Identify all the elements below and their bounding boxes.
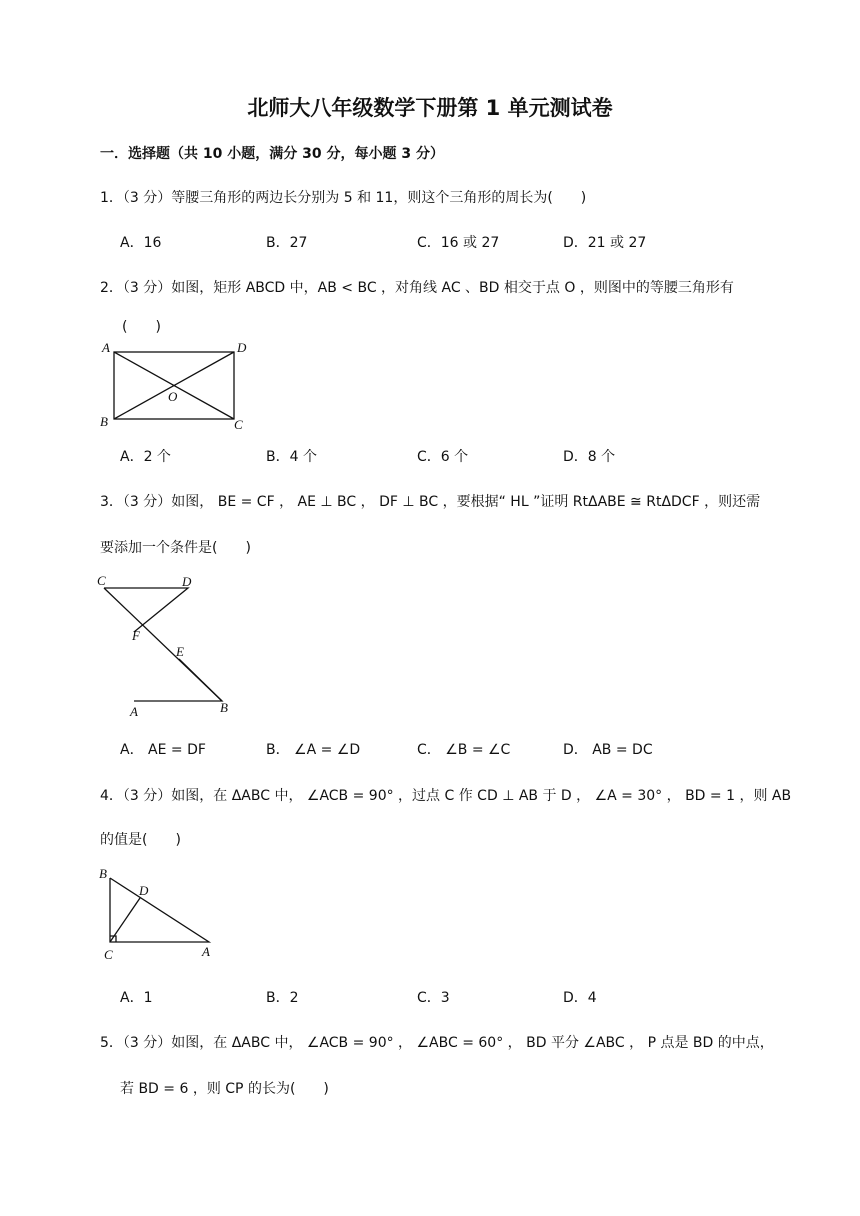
question-2-option-b: B．4 个	[266, 449, 317, 465]
fig3-label-b: B	[220, 700, 228, 715]
fig2-label-o: O	[168, 389, 178, 404]
question-4-text: 4．（3 分）如图，在 ΔABC 中， ∠ACB = 90° ，过点 C 作 CD ⊥ AB 于 D ， ∠A = 30° ， BD = 1 ，则 AB	[100, 788, 792, 804]
question-4-option-b: B．2	[266, 990, 299, 1006]
fig4-label-a: A	[202, 944, 210, 959]
question-2-text: 2．（3 分）如图，矩形 ABCD 中，AB < BC ，对角线 AC 、BD 相交于点 O ，则图中的等腰三角形有	[100, 280, 734, 296]
question-4-figure	[96, 864, 226, 964]
fig2-label-a: A	[102, 340, 110, 355]
question-4-continuation: 的值是( )	[100, 832, 181, 848]
fig3-label-f: F	[132, 628, 140, 643]
question-3-continuation: 要添加一个条件是( )	[100, 540, 251, 556]
question-3-text: 3．（3 分）如图， BE = CF ， AE ⊥ BC ， DF ⊥ BC ，要根据“ HL ”证明 RtΔABE ≅ RtΔDCF ，则还需	[100, 494, 761, 510]
fig4-label-d: D	[139, 883, 149, 898]
question-4-option-c: C．3	[417, 990, 450, 1006]
question-2-option-a: A．2 个	[120, 449, 171, 465]
question-4-option-d: D．4	[563, 990, 597, 1006]
question-1-text: 1．（3 分）等腰三角形的两边长分别为 5 和 11，则这个三角形的周长为( )	[100, 190, 587, 206]
question-4-option-a: A．1	[120, 990, 153, 1006]
section-heading: 一．选择题（共 10 小题，满分 30 分，每小题 3 分）	[100, 146, 444, 162]
question-5-text: 5．（3 分）如图，在 ΔABC 中， ∠ACB = 90° ， ∠ABC = 60° ， BD 平分 ∠ABC ， P 点是 BD 的中点，	[100, 1035, 774, 1051]
question-2-blank: ( )	[122, 319, 161, 335]
fig2-label-d: D	[237, 340, 247, 355]
fig2-label-c: C	[234, 417, 243, 432]
question-1-option-d: D．21 或 27	[563, 235, 647, 251]
question-2-figure	[98, 338, 258, 434]
fig3-label-d: D	[182, 574, 192, 589]
question-3-option-a: A． AE = DF	[120, 742, 206, 758]
question-2-option-c: C．6 个	[417, 449, 469, 465]
question-1-option-b: B．27	[266, 235, 308, 251]
question-3-figure	[94, 570, 244, 720]
fig2-label-b: B	[100, 414, 108, 429]
question-5-continuation: 若 BD = 6 ，则 CP 的长为( )	[120, 1081, 329, 1097]
fig4-label-b: B	[99, 866, 107, 881]
question-3-option-d: D． AB = DC	[563, 742, 653, 758]
page-title: 北师大八年级数学下册第 1 单元测试卷	[247, 96, 613, 120]
question-3-option-b: B． ∠A = ∠D	[266, 742, 361, 758]
fig4-label-c: C	[104, 947, 113, 962]
question-1-option-c: C．16 或 27	[417, 235, 500, 251]
fig3-label-a: A	[130, 704, 138, 719]
fig3-label-e: E	[176, 644, 184, 659]
question-1-option-a: A．16	[120, 235, 162, 251]
question-3-option-c: C． ∠B = ∠C	[417, 742, 511, 758]
fig3-label-c: C	[97, 573, 106, 588]
question-2-option-d: D．8 个	[563, 449, 616, 465]
